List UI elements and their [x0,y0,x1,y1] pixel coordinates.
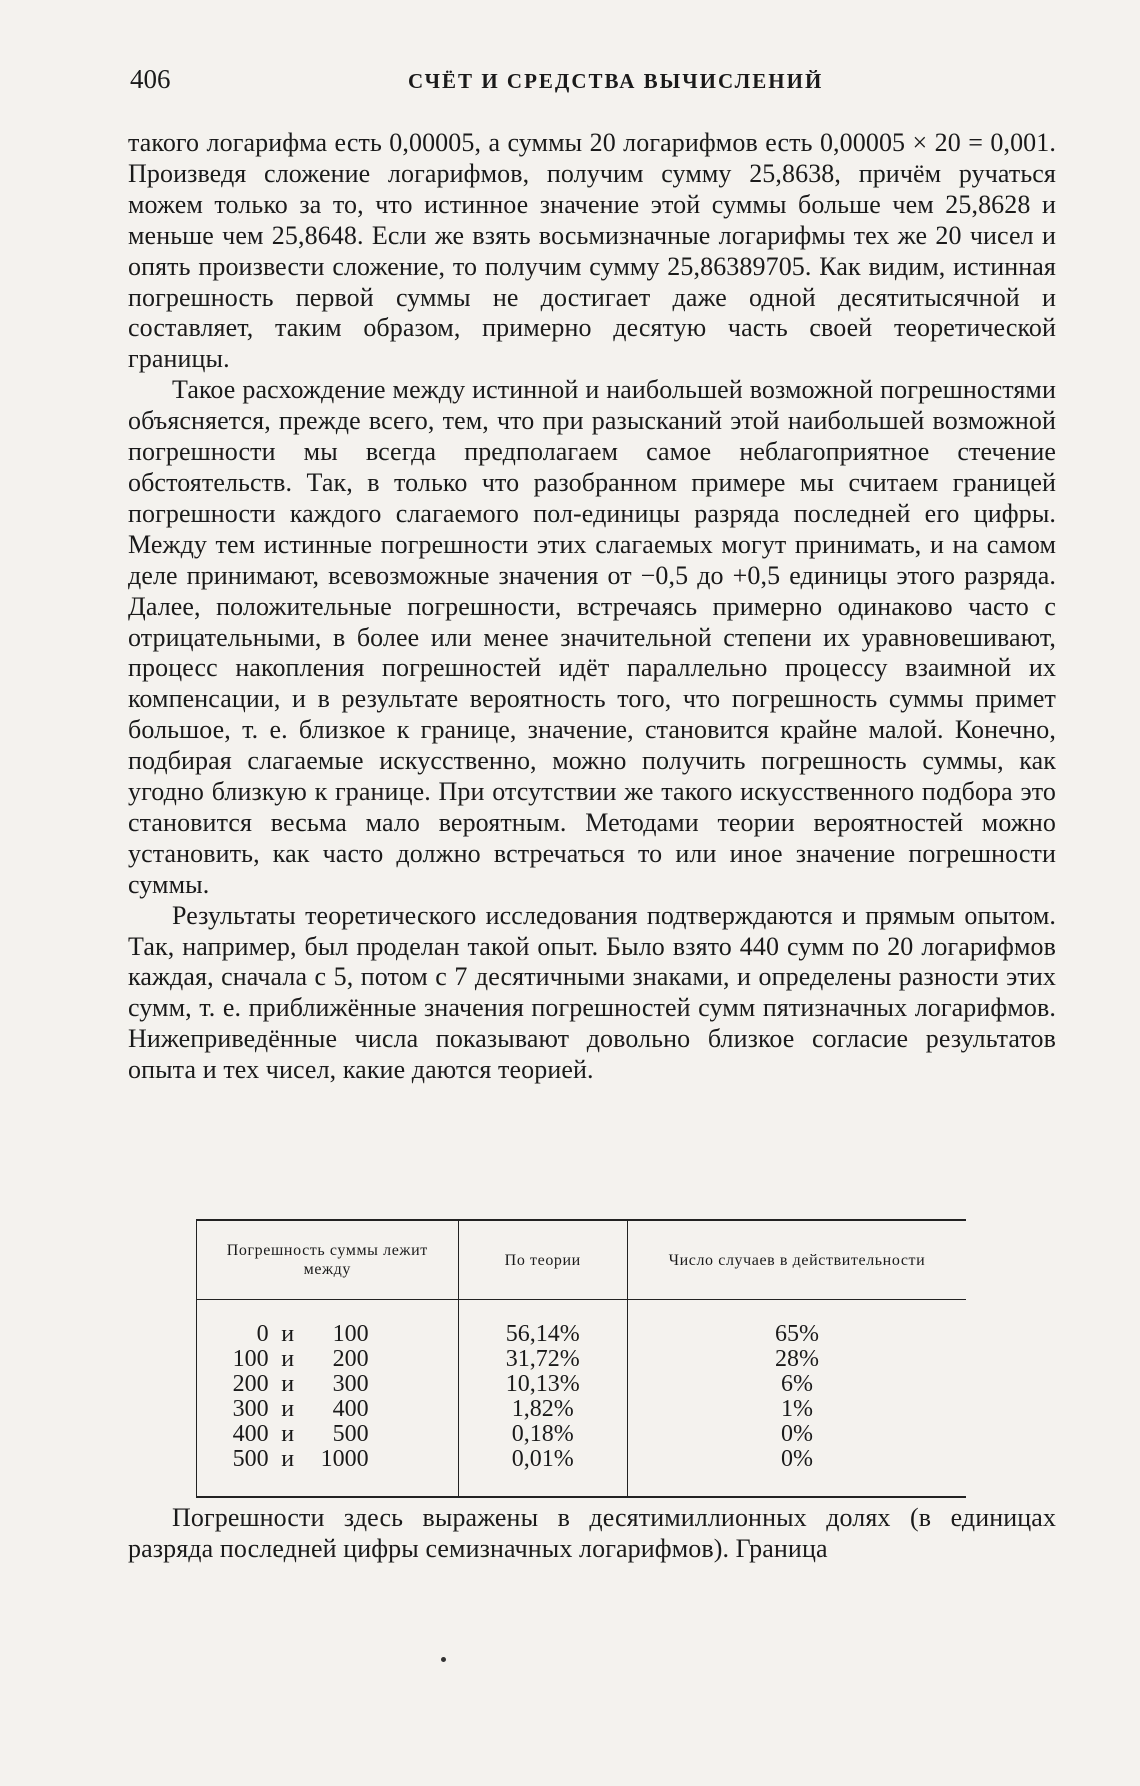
actual-cell: 0% [780,1446,813,1472]
range-cell [198,1347,457,1372]
range-low: 400 [232,1421,269,1447]
header-range: Погрешность суммы лежит между [197,1221,459,1300]
print-speck [441,1657,446,1662]
paragraph-continued: такого логарифма есть 0,00005, а суммы 20 логарифмов есть 0,00005 × 20 = 0,001. Произведя сложение логарифмов, получим сумму 25,8638, причём ручаться можем только за то, что истинное значение этой суммы больше чем 25,8628 и меньше чем 25,8648. Если же взять восьмизначные логарифмы тех же 20 чисел и опять произвести сложение, то получим сумму 25,86389705. Как видим, истинная погрешность первой суммы не достигает даже одной десятитысячной и составляет, таким образом, примерно десятую часть своей теоретической границы. [128,128,1056,374]
range-conjunction: и [281,1396,295,1422]
range-high: 1000 [320,1446,369,1472]
actual-cell: 0% [780,1421,813,1447]
theory-cell: 56,14% [505,1321,580,1347]
range-cell [198,1397,457,1422]
body-text-after-table [128,1503,1056,1565]
header-theory: По теории [458,1221,627,1300]
range-low: 300 [232,1396,269,1422]
actual-cell: 6% [780,1371,813,1397]
range-conjunction: и [281,1421,295,1447]
page-header [128,64,1058,104]
range-low: 100 [232,1346,269,1372]
actual-cell: 1% [780,1396,813,1422]
table-header-row [197,1221,967,1300]
range-conjunction: и [281,1446,295,1472]
range-conjunction: и [281,1321,295,1347]
paragraph-after-table: Погрешности здесь выражены в десятимиллионных долях (в единицах разряда последней цифры семизначных логарифмов). Граница [128,1503,1056,1563]
theory-cell: 10,13% [505,1371,580,1397]
range-conjunction: и [281,1346,295,1372]
data-table [196,1221,966,1496]
range-cell [198,1447,457,1472]
range-high: 100 [332,1321,369,1347]
theory-cell: 0,18% [511,1421,574,1447]
body-text-before-table [128,128,1056,1086]
error-distribution-table [196,1219,966,1498]
theory-cell: 31,72% [505,1346,580,1372]
theory-cell: 1,82% [511,1396,574,1422]
running-title: СЧЁТ И СРЕДСТВА ВЫЧИСЛЕНИЙ [408,69,824,93]
theory-cell: 0,01% [511,1446,574,1472]
page-number: 406 [130,64,171,94]
range-cell [198,1422,457,1447]
range-cell [198,1372,457,1397]
actual-cell: 65% [774,1321,819,1347]
range-high: 500 [332,1421,369,1447]
paragraph-discrepancy: Такое расхождение между истинной и наибольшей возможной погрешностями объясняется, прежде всего, тем, что при разысканий этой наибольшей возможной погрешности мы всегда предполагаем самое неблагоприятное стечение обстоятельств. Так, в только что разобранном примере мы считаем границей погрешности каждого слагаемого пол-единицы разряда последней его цифры. Между тем истинные погрешности этих слагаемых могут принимать, и на самом деле принимают, всевозможные значения от −0,5 до +0,5 единицы этого разряда. Далее, положительные погрешности, встречаясь примерно одинаково часто с отрицательными, в более или менее значительной степени их уравновешивают, процесс накопления погрешностей идёт параллельно процессу взаимной их компенсации, и в результате вероятность того, что погрешность суммы примет большое, т. е. близкое к границе, значение, становится крайне малой. Конечно, подбирая слагаемые искусственно, можно получить погрешность суммы, как угодно близкую к границе. При отсутствии же такого искусственного подбора это становится весьма мало вероятным. Методами теории вероятностей можно установить, как часто должно встречаться то или иное значение погрешности суммы. [128,375,1056,899]
paragraph-experiment: Результаты теоретического исследования подтверждаются и прямым опытом. Так, например, был проделан такой опыт. Было взято 440 сумм по 20 логарифмов каждая, сначала с 5, потом с 7 десятичными знаками, и определены разности этих сумм, т. е. приближённые значения погрешностей сумм пятизначных логарифмов. Нижеприведённые числа показывают довольно близкое согласие результатов опыта и тех чисел, какие даются теорией. [128,900,1056,1085]
actual-column [627,1300,966,1497]
range-low: 0 [256,1321,269,1347]
range-conjunction: и [281,1371,295,1397]
range-high: 300 [332,1371,369,1397]
range-high: 200 [332,1346,369,1372]
table-body-row [197,1300,967,1497]
range-high: 400 [332,1396,369,1422]
range-low: 200 [232,1371,269,1397]
header-actual: Число случаев в действительности [627,1221,966,1300]
range-low: 500 [232,1446,269,1472]
range-cell [198,1322,457,1347]
theory-column [458,1300,627,1497]
range-column [197,1300,459,1497]
actual-cell: 28% [774,1346,819,1372]
